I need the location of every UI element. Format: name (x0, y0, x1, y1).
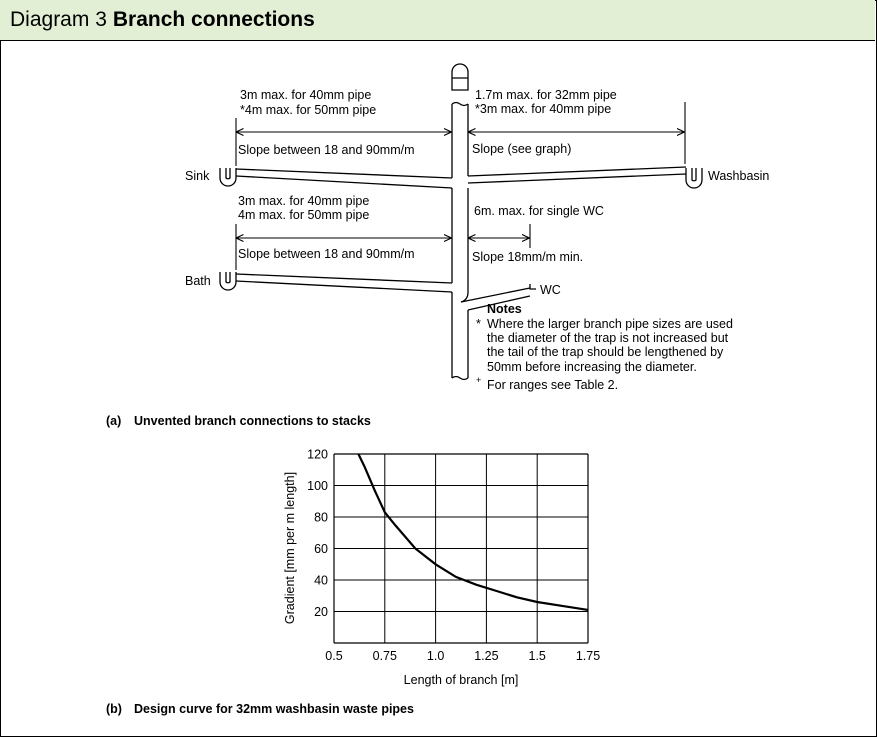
chart-y-label: Gradient [mm per m length] (283, 471, 297, 625)
diagram-number: Diagram 3 (10, 8, 107, 31)
sink-dimension (236, 118, 451, 166)
sink-slope-text: Slope between 18 and 90mm/m (238, 143, 415, 157)
design-curve (358, 454, 588, 610)
gradient-chart (283, 448, 600, 688)
x-tick-label: 1.0 (426, 649, 445, 663)
y-tick-label: 120 (307, 447, 328, 462)
wc-label: WC (540, 283, 561, 297)
y-tick-label: 20 (314, 605, 328, 619)
y-tick-label: 40 (314, 573, 328, 588)
bath-branch (220, 272, 452, 292)
bath-span-line1: 3m max. for 40mm pipe (238, 194, 370, 208)
x-tick-label: 1.25 (474, 649, 499, 663)
bath-span-line2: 4m max. for 50mm pipe (238, 208, 370, 222)
caption-b-text: Design curve for 32mm washbasin waste pipes (134, 702, 414, 716)
washbasin-branch (468, 167, 702, 188)
x-tick-label: 0.75 (372, 649, 397, 663)
chart-x-label: Length of branch [m] (403, 673, 519, 687)
y-tick-label: 100 (307, 479, 328, 493)
washbasin-label: Washbasin (708, 169, 770, 183)
wc-dimension (469, 224, 530, 248)
note1-line1: Where the larger branch pipe sizes are used (487, 317, 733, 331)
stack-pipe (452, 64, 468, 380)
sink-span-line2: *4m max. for 50mm pipe (240, 103, 377, 117)
x-tick-label: 1.5 (528, 649, 546, 663)
y-tick-label: 60 (314, 542, 328, 556)
sink-branch (220, 168, 452, 188)
washbasin-span-line1: 1.7m max. for 32mm pipe (475, 88, 617, 102)
x-tick-label: 1.75 (575, 649, 601, 663)
note2-marker: + (476, 375, 482, 385)
note1-line2: the diameter of the trap is not increased but (487, 331, 729, 345)
note1-line3: the tail of the trap should be lengthened by (487, 345, 724, 359)
note2-text: For ranges see Table 2. (487, 378, 619, 392)
x-tick-labels (325, 649, 600, 663)
caption-b-letter: (b) (106, 702, 122, 716)
wc-span-text: 6m. max. for single WC (474, 204, 604, 218)
washbasin-slope-text: Slope (see graph) (472, 142, 572, 156)
caption-a-text: Unvented branch connections to stacks (134, 414, 371, 428)
sink-span-line1: 3m max. for 40mm pipe (240, 88, 372, 102)
y-tick-labels (307, 448, 328, 620)
wc-slope-text: Slope 18mm/m min. (472, 250, 584, 264)
bath-slope-text: Slope between 18 and 90mm/m (238, 247, 415, 261)
bath-label: Bath (185, 274, 211, 288)
y-tick-label: 80 (314, 510, 328, 525)
note1-marker: * (476, 317, 481, 331)
washbasin-span-line2: *3m max. for 40mm pipe (475, 102, 612, 116)
x-tick-label: 0.5 (325, 649, 343, 663)
diagram-title-text: Branch connections (112, 8, 315, 31)
caption-a-letter: (a) (106, 414, 122, 428)
notes-title: Notes (487, 302, 522, 316)
note1-line4: 50mm before increasing the diameter. (487, 360, 697, 374)
sink-label: Sink (185, 169, 210, 183)
